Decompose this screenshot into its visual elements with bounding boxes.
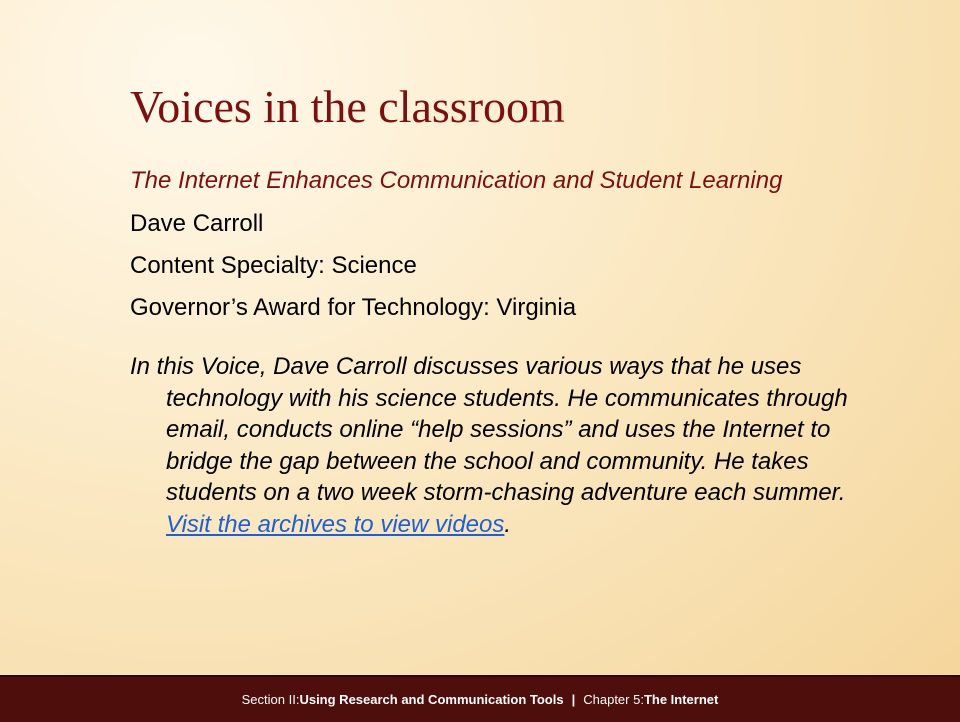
archives-link[interactable]: Visit the archives to view videos [166, 510, 505, 538]
award: Governor’s Award for Technology: Virginia [130, 294, 577, 321]
slide-title: Voices in the classroom [130, 81, 565, 132]
voice-description [130, 351, 860, 540]
footer-chapter-prefix: Chapter 5: [583, 692, 644, 707]
link-suffix: . [504, 510, 512, 538]
footer-bar [0, 675, 960, 722]
footer-section-title: Using Research and Communication Tools [299, 692, 564, 707]
footer-separator: | [571, 692, 576, 707]
description-text: In this Voice, Dave Carroll discusses various ways that he uses technology with his science students. He communicates through email, conducts online “help sessions” and uses the Internet to bridge the gap between the school and community. He takes students on a two week storm-chasing adventure each summer. [130, 353, 848, 506]
footer-section-prefix: Section II: [241, 692, 300, 707]
footer-chapter-title: The Internet [643, 692, 719, 707]
slide-subtitle: The Internet Enhances Communication and Student Learning [130, 167, 783, 194]
content-specialty: Content Specialty: Science [130, 252, 417, 279]
teacher-name: Dave Carroll [130, 210, 264, 237]
slide-content [130, 165, 860, 540]
